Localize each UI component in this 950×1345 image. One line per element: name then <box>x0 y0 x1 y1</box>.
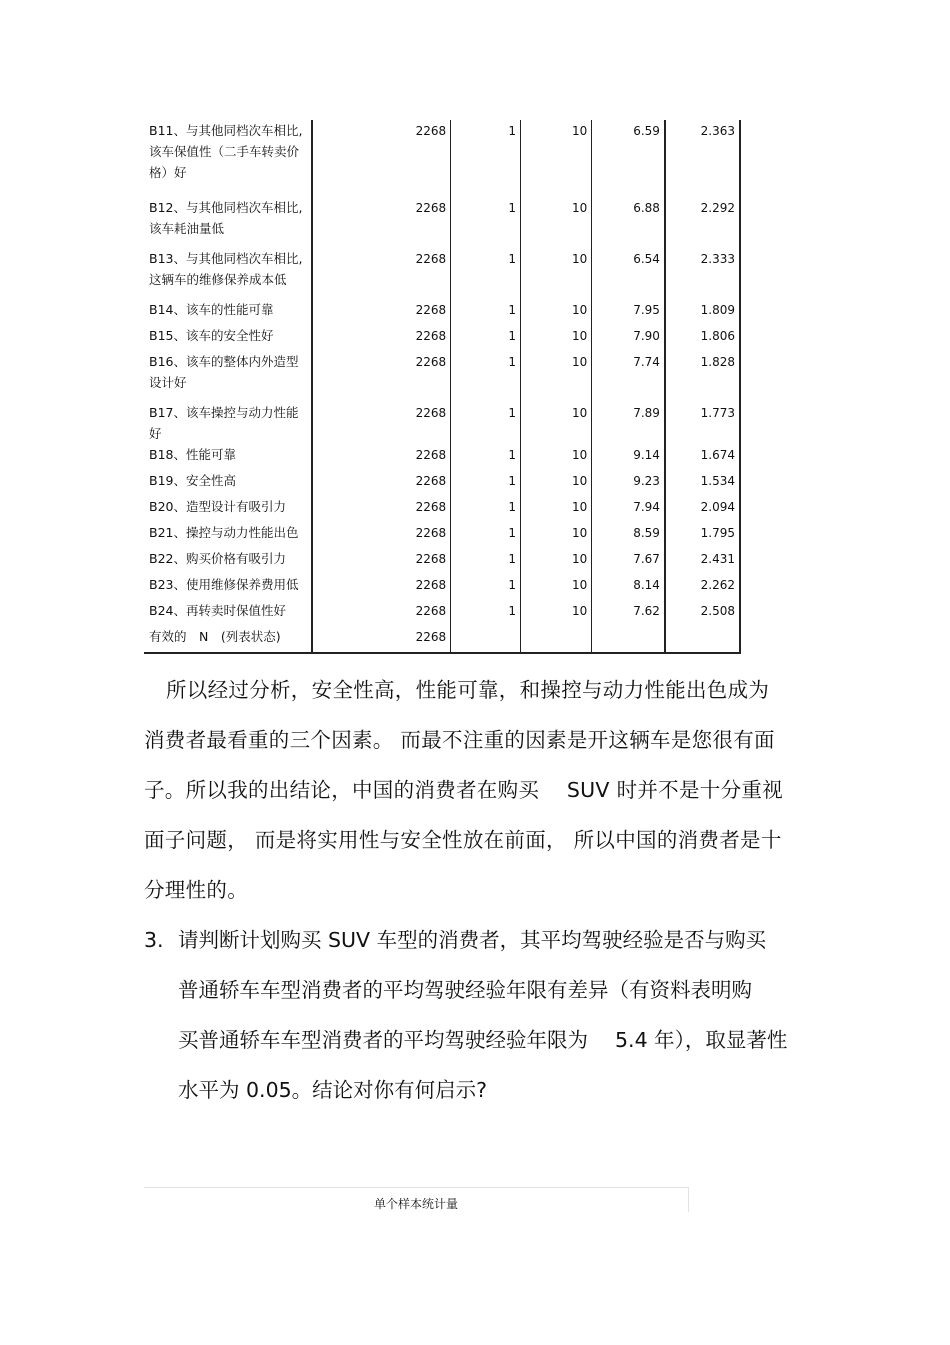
n-cell: 2268 <box>312 299 451 325</box>
max-cell: 10 <box>521 299 592 325</box>
conclusion-line: 所以经过分析，安全性高，性能可靠，和操控与动力性能出色成为 <box>166 678 770 702</box>
mean-cell: 7.62 <box>592 600 665 626</box>
min-cell: 1 <box>451 299 521 325</box>
mean-cell: 6.54 <box>592 248 665 299</box>
sd-cell: 1.809 <box>665 299 740 325</box>
n-cell: 2268 <box>312 402 451 444</box>
table-row <box>144 574 740 600</box>
min-cell: 1 <box>451 248 521 299</box>
row-label: B19、安全性高 <box>144 470 312 496</box>
row-label: B23、使用维修保养费用低 <box>144 574 312 600</box>
table-row <box>144 444 740 470</box>
max-cell: 10 <box>521 120 592 197</box>
max-cell: 10 <box>521 470 592 496</box>
conclusion-line: 分理性的。 <box>144 878 248 902</box>
max-cell: 10 <box>521 402 592 444</box>
question-text <box>178 915 814 1115</box>
row-label: B24、再转卖时保值性好 <box>144 600 312 626</box>
table-row <box>144 496 740 522</box>
sd-cell: 2.333 <box>665 248 740 299</box>
min-cell: 1 <box>451 120 521 197</box>
row-label: B17、该车操控与动力性能好 <box>144 402 312 444</box>
conclusion-line: 面子问题， 而是将实用性与安全性放在前面， 所以中国的消费者是十 <box>144 828 782 852</box>
question-line: 水平为 0.05。结论对你有何启示? <box>178 1078 488 1102</box>
max-cell: 10 <box>521 600 592 626</box>
sd-cell <box>665 626 740 653</box>
n-cell: 2268 <box>312 197 451 248</box>
table-row-valid-n <box>144 626 740 653</box>
row-label: B12、与其他同档次车相比,该车耗油量低 <box>144 197 312 248</box>
n-cell: 2268 <box>312 470 451 496</box>
sd-cell: 2.508 <box>665 600 740 626</box>
conclusion-paragraph <box>144 665 804 915</box>
question-line: 普通轿车车型消费者的平均驾驶经验年限有差异（有资料表明购 <box>178 978 752 1002</box>
max-cell: 10 <box>521 496 592 522</box>
row-label: B22、购买价格有吸引力 <box>144 548 312 574</box>
one-sample-stats-table-header <box>144 1187 689 1212</box>
sd-cell: 2.431 <box>665 548 740 574</box>
n-cell: 2268 <box>312 248 451 299</box>
mean-cell: 7.90 <box>592 325 665 351</box>
min-cell: 1 <box>451 351 521 402</box>
min-cell: 1 <box>451 600 521 626</box>
n-cell: 2268 <box>312 444 451 470</box>
min-cell: 1 <box>451 496 521 522</box>
max-cell: 10 <box>521 548 592 574</box>
n-cell: 2268 <box>312 600 451 626</box>
table-row <box>144 197 740 248</box>
row-label: B21、操控与动力性能出色 <box>144 522 312 548</box>
n-cell: 2268 <box>312 522 451 548</box>
table-row <box>144 299 740 325</box>
sd-cell: 1.534 <box>665 470 740 496</box>
row-label: B16、该车的整体内外造型设计好 <box>144 351 312 402</box>
mean-cell: 7.67 <box>592 548 665 574</box>
table-row <box>144 325 740 351</box>
table-row <box>144 120 740 197</box>
row-label: B15、该车的安全性好 <box>144 325 312 351</box>
min-cell: 1 <box>451 444 521 470</box>
mean-cell: 6.59 <box>592 120 665 197</box>
max-cell: 10 <box>521 248 592 299</box>
sd-cell: 1.773 <box>665 402 740 444</box>
row-label: B20、造型设计有吸引力 <box>144 496 312 522</box>
table-title: 单个样本统计量 <box>373 1197 458 1211</box>
n-cell: 2268 <box>312 351 451 402</box>
min-cell: 1 <box>451 548 521 574</box>
min-cell: 1 <box>451 522 521 548</box>
table-row <box>144 248 740 299</box>
min-cell: 1 <box>451 197 521 248</box>
mean-cell: 7.94 <box>592 496 665 522</box>
table-row <box>144 522 740 548</box>
mean-cell <box>592 626 665 653</box>
table-row <box>144 600 740 626</box>
descriptive-stats-table <box>144 120 741 654</box>
n-cell: 2268 <box>312 574 451 600</box>
table-row <box>144 402 740 444</box>
min-cell: 1 <box>451 470 521 496</box>
row-label: B14、该车的性能可靠 <box>144 299 312 325</box>
conclusion-line: 子。所以我的出结论，中国的消费者在购买 SUV 时并不是十分重视 <box>144 778 783 802</box>
sd-cell: 1.828 <box>665 351 740 402</box>
mean-cell: 9.23 <box>592 470 665 496</box>
sd-cell: 2.262 <box>665 574 740 600</box>
row-label: B18、性能可靠 <box>144 444 312 470</box>
min-cell: 1 <box>451 402 521 444</box>
n-cell: 2268 <box>312 626 451 653</box>
mean-cell: 8.59 <box>592 522 665 548</box>
max-cell: 10 <box>521 351 592 402</box>
min-cell: 1 <box>451 325 521 351</box>
question-3 <box>144 915 814 1115</box>
mean-cell: 8.14 <box>592 574 665 600</box>
sd-cell: 2.094 <box>665 496 740 522</box>
mean-cell: 6.88 <box>592 197 665 248</box>
max-cell: 10 <box>521 444 592 470</box>
question-line: 买普通轿车车型消费者的平均驾驶经验年限为 5.4 年），取显著性 <box>178 1028 788 1052</box>
table-row <box>144 548 740 574</box>
n-cell: 2268 <box>312 548 451 574</box>
min-cell: 1 <box>451 574 521 600</box>
mean-cell: 7.74 <box>592 351 665 402</box>
n-cell: 2268 <box>312 496 451 522</box>
row-label: 有效的 N (列表状态) <box>144 626 312 653</box>
question-line: 请判断计划购买 SUV 车型的消费者，其平均驾驶经验是否与购买 <box>178 928 767 952</box>
max-cell <box>521 626 592 653</box>
row-label: B13、与其他同档次车相比,这辆车的维修保养成本低 <box>144 248 312 299</box>
conclusion-line: 消费者最看重的三个因素。 而最不注重的因素是开这辆车是您很有面 <box>144 728 775 752</box>
max-cell: 10 <box>521 574 592 600</box>
n-cell: 2268 <box>312 325 451 351</box>
sd-cell: 2.292 <box>665 197 740 248</box>
sd-cell: 1.806 <box>665 325 740 351</box>
table-row <box>144 470 740 496</box>
sd-cell: 2.363 <box>665 120 740 197</box>
question-number: 3. <box>144 928 164 952</box>
sd-cell: 1.674 <box>665 444 740 470</box>
min-cell <box>451 626 521 653</box>
table-row <box>144 351 740 402</box>
max-cell: 10 <box>521 522 592 548</box>
row-label: B11、与其他同档次车相比,该车保值性（二手车转卖价格）好 <box>144 120 312 197</box>
mean-cell: 7.95 <box>592 299 665 325</box>
mean-cell: 7.89 <box>592 402 665 444</box>
mean-cell: 9.14 <box>592 444 665 470</box>
n-cell: 2268 <box>312 120 451 197</box>
max-cell: 10 <box>521 325 592 351</box>
sd-cell: 1.795 <box>665 522 740 548</box>
max-cell: 10 <box>521 197 592 248</box>
